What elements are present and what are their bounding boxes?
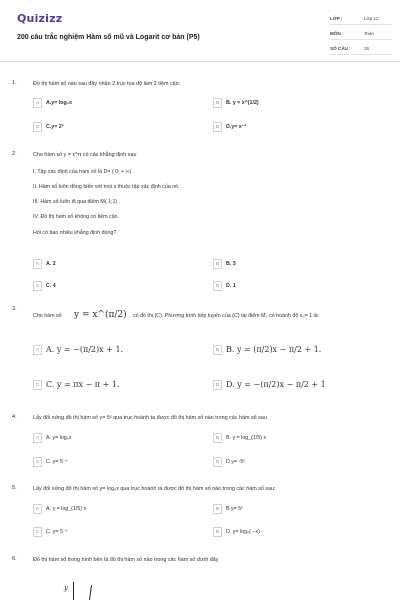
question-text: Cho hàm số y = x^π có các khẳng định sau <box>33 152 137 158</box>
meta-subject-label: MÔN : <box>330 31 344 36</box>
option-text: D. 1 <box>226 282 236 289</box>
question-number: 1. <box>12 80 17 86</box>
worksheet-header <box>0 0 400 62</box>
option-letter: A <box>33 433 42 443</box>
q1-option-b[interactable] <box>213 97 259 108</box>
meta-class-value: Lớp 12 <box>364 16 379 21</box>
q4-option-b[interactable] <box>213 432 266 443</box>
option-letter: C <box>33 380 42 390</box>
option-text: C. 4 <box>46 282 56 289</box>
question-number: 5. <box>12 485 17 491</box>
graph-y-axis-label: y <box>64 584 68 592</box>
option-text: D.y= -5ˣ <box>226 458 245 465</box>
q4-option-d[interactable] <box>213 456 245 467</box>
meta-subject-value: Toán <box>364 31 374 36</box>
option-letter: A <box>33 345 42 355</box>
question-number: 3. <box>12 306 17 312</box>
meta-count-label: SỐ CÂU : <box>330 46 351 51</box>
option-text: A. y = −(π/2)x + 1. <box>46 345 124 354</box>
q5-option-c[interactable] <box>33 526 67 537</box>
q2-option-c[interactable] <box>33 280 56 291</box>
option-letter: A <box>33 259 42 269</box>
option-text: B. y = log_(1/5) x <box>226 434 267 441</box>
option-letter: B <box>213 345 222 355</box>
q2-option-d[interactable] <box>213 280 236 291</box>
meta-class-label: LỚP : <box>330 16 343 21</box>
option-letter: A <box>33 504 42 514</box>
option-text: B. 3 <box>226 260 236 267</box>
option-letter: D <box>213 380 222 390</box>
q5-option-b[interactable] <box>213 503 243 514</box>
option-letter: D <box>213 281 222 291</box>
question-number: 6. <box>12 556 17 562</box>
question-formula: y = x^(π/2) <box>74 310 127 320</box>
worksheet-title: 200 câu trắc nghiệm Hàm số mũ và Logarit cơ bản (P5) <box>17 34 200 41</box>
graph-curve <box>89 585 92 600</box>
statement-line: II. Hàm số luôn đồng biến với mọi x thuộc tập xác định của nó. <box>33 184 180 190</box>
option-text: B. y = x^(1/2) <box>226 99 259 106</box>
q3-option-d[interactable] <box>213 379 326 390</box>
option-text: C.y= 2ˣ <box>46 123 64 130</box>
option-text: C. y= 5⁻ˣ <box>46 528 68 535</box>
question-text: Đồ thị hàm số trong hình bên là đồ thị hàm số nào trong các hàm số dưới đây <box>33 557 219 563</box>
option-text: C. y= 5⁻ˣ <box>46 458 68 465</box>
q3-option-b[interactable] <box>213 344 321 355</box>
quizizz-logo: Quizizz <box>17 12 63 25</box>
option-text: D. y = −(π/2)x − π/2 + 1 <box>226 380 326 389</box>
option-letter: B <box>213 504 222 514</box>
q1-option-c[interactable] <box>33 121 64 132</box>
q4-option-c[interactable] <box>33 456 67 467</box>
option-letter: D <box>213 527 222 537</box>
question-text: Đồ thị hàm số nào sau đây nhận 2 trục tọa độ làm 2 tiệm cận: <box>33 81 181 87</box>
option-text: D.y= x⁻³ <box>226 123 247 130</box>
question-text-suffix: có đồ thị (C). Phương trình tiếp tuyến của (C) tại điểm M₀ có hoành độ x₀= 1 là: <box>133 313 320 319</box>
q2-option-b[interactable] <box>213 258 236 269</box>
question-number: 4. <box>12 414 17 420</box>
statement-line: I. Tập xác định của hàm số là D= ( 0; + ∞) . <box>33 169 135 175</box>
q5-option-a[interactable] <box>33 503 86 514</box>
question-text: Lấy đối xứng đồ thị hàm số y= 5ˣ qua trục hoành ta được đồ thị hàm số nào trong các hàm số sau <box>33 415 267 421</box>
option-text: B.y= 5ˣ <box>226 505 243 512</box>
question-number: 2. <box>12 151 17 157</box>
option-letter: C <box>33 122 42 132</box>
statement-line: III. Hàm số luôn đi qua điểm M( 1;1) . <box>33 199 121 205</box>
graph-y-axis <box>73 582 74 600</box>
option-text: A. y = log_(1/5) x <box>46 505 87 512</box>
option-letter: D <box>213 122 222 132</box>
meta-count-value: 26 <box>364 46 370 51</box>
q5-option-d[interactable] <box>213 526 260 537</box>
option-letter: C <box>33 457 42 467</box>
meta-subject-row <box>330 28 392 40</box>
option-letter: D <box>213 457 222 467</box>
option-letter: B <box>213 433 222 443</box>
option-text: C. y = πx − π + 1. <box>46 380 120 389</box>
option-letter: B <box>213 98 222 108</box>
meta-count-row <box>330 43 392 55</box>
q1-option-d[interactable] <box>213 121 246 132</box>
q2-option-a[interactable] <box>33 258 56 269</box>
option-text: A. 2 <box>46 260 56 267</box>
option-letter: C <box>33 527 42 537</box>
statement-line: IV. Đồ thị hàm số không có tiệm cận. <box>33 214 120 220</box>
option-text: A. y= log₅x <box>46 434 72 441</box>
option-text: B. y = (π/2)x − π/2 + 1. <box>226 345 322 354</box>
option-text: D. y= log₅( −x) <box>226 528 260 535</box>
q4-option-a[interactable] <box>33 432 72 443</box>
option-text: A.y= log₂x <box>46 99 73 106</box>
option-letter: C <box>33 281 42 291</box>
option-letter: B <box>213 259 222 269</box>
statement-line: Hỏi có bao nhiêu khẳng định đúng? <box>33 230 117 236</box>
q3-option-a[interactable] <box>33 344 123 355</box>
q1-option-a[interactable] <box>33 97 72 108</box>
option-letter: A <box>33 98 42 108</box>
question-text: Lấy đối xứng đồ thị hàm số y= log₅x qua trục hoành ta được đồ thị hàm số nào trong các hàm số sau: <box>33 486 276 492</box>
q3-option-c[interactable] <box>33 379 119 390</box>
meta-class-row <box>330 13 392 25</box>
question-text-prefix: Cho hàm số <box>33 313 62 319</box>
